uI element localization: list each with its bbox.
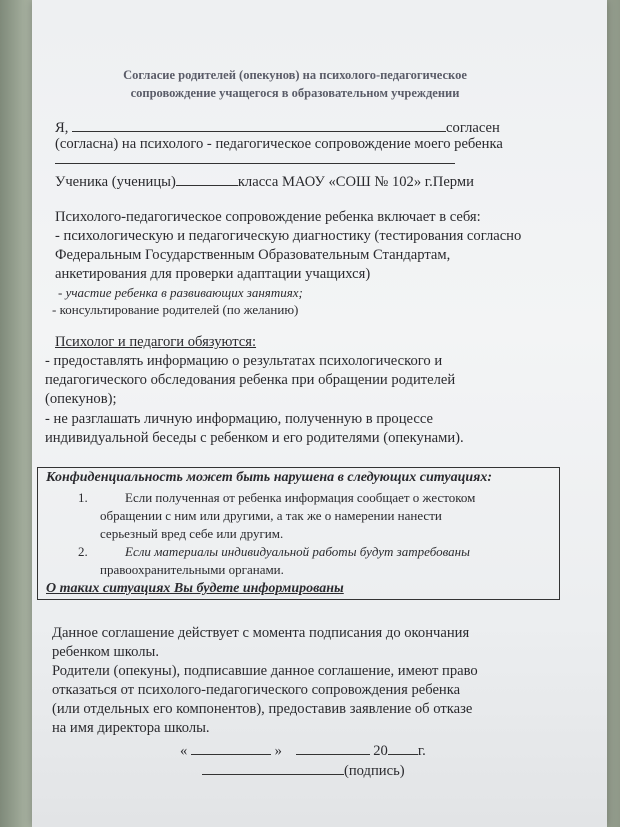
- item2-line2: правоохранительными органами.: [100, 562, 284, 577]
- includes-line2: Федеральным Государственным Образовательным Стандартам,: [55, 247, 451, 263]
- doc-title-line2: сопровождение учащегося в образовательном учреждении: [130, 86, 460, 100]
- agreement-line6: на имя директора школы.: [52, 720, 210, 736]
- item1-line1: Если полученная от ребенка информация сообщает о жестоком: [125, 490, 476, 505]
- date-line: [180, 741, 426, 760]
- item2-number: 2.: [78, 544, 88, 559]
- signature-line: [202, 761, 405, 780]
- consent-blank-line: [55, 150, 455, 169]
- student-label: Ученика (ученицы): [55, 174, 176, 190]
- child-name-blank[interactable]: [55, 150, 455, 164]
- includes-line5: - консультирование родителей (по желанию): [52, 302, 299, 317]
- includes-line4: - участие ребенка в развивающих занятиях;: [58, 285, 303, 300]
- name-blank[interactable]: [72, 118, 446, 132]
- i-label: Я,: [55, 120, 69, 136]
- confidentiality-heading: Конфиденциальность может быть нарушена в следующих ситуациях:: [46, 470, 493, 485]
- year-blank[interactable]: [388, 741, 418, 755]
- student-line: [55, 172, 474, 191]
- agreement-line2: ребенком школы.: [52, 644, 159, 660]
- obligations-line1: - предоставлять информацию о результатах психологического и: [45, 353, 443, 369]
- class-label: класса МАОУ «СОШ № 102» г.Перми: [237, 174, 474, 190]
- obligations-line3: (опекунов);: [45, 391, 117, 407]
- obligations-line4: - не разглашать личную информацию, полученную в процессе: [45, 411, 433, 427]
- doc-title-line1: Согласие родителей (опекунов) на психолого-педагогическое: [123, 68, 467, 82]
- item1-line3: серьезный вред себе или другим.: [100, 526, 284, 541]
- signature-blank[interactable]: [202, 761, 344, 775]
- quote-open: «: [180, 743, 188, 759]
- quote-close: »: [274, 743, 282, 759]
- class-blank[interactable]: [176, 172, 238, 186]
- includes-heading: Психолого-педагогическое сопровождение ребенка включает в себя:: [55, 209, 481, 225]
- year-prefix: 20: [373, 743, 388, 759]
- agreement-line3: Родители (опекуны), подписавшие данное соглашение, имеют право: [52, 663, 478, 679]
- confidentiality-footer: О таких ситуациях Вы будете информированы: [46, 581, 344, 596]
- obligations-heading: Психолог и педагоги обязуются:: [55, 334, 257, 350]
- obligations-line2: педагогического обследования ребенка при обращении родителей: [45, 372, 456, 388]
- sign-label: (подпись): [344, 763, 405, 779]
- month-blank[interactable]: [296, 741, 370, 755]
- agreement-line5: (или отдельных его компонентов), предоставив заявление об отказе: [52, 701, 473, 717]
- obligations-line5: индивидуальной беседы с ребенком и его родителями (опекунами).: [45, 430, 464, 446]
- consent-line2: (согласна) на психолого - педагогическое сопровождение моего ребенка: [55, 136, 503, 152]
- agreement-line1: Данное соглашение действует с момента подписания до окончания: [52, 625, 470, 641]
- item1-line2: обращении с ним или другими, а так же о намерении нанести: [100, 508, 442, 523]
- agree-label: согласен: [446, 120, 500, 136]
- includes-line1: - психологическую и педагогическую диагностику (тестирования согласно: [55, 228, 522, 244]
- item2-line1: Если материалы индивидуальной работы будут затребованы: [125, 544, 470, 559]
- item1-number: 1.: [78, 490, 88, 505]
- year-suffix: г.: [417, 743, 426, 759]
- agreement-line4: отказаться от психолого-педагогического сопровождения ребенка: [52, 682, 461, 698]
- day-blank[interactable]: [191, 741, 271, 755]
- includes-line3: анкетирования для проверки адаптации учащихся): [55, 266, 371, 282]
